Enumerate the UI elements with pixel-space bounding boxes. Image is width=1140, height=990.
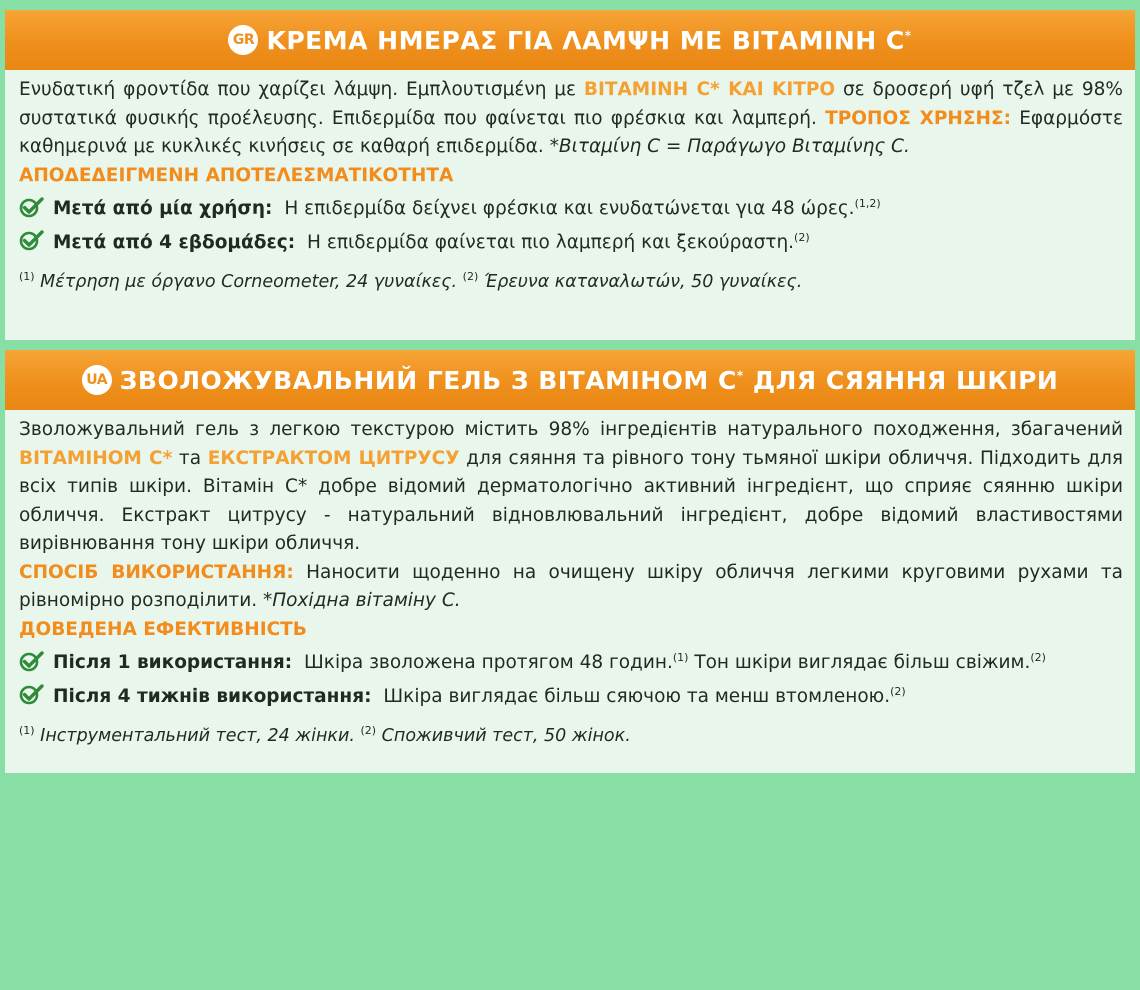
greek-claim: Μετά από 4 εβδομάδες: Η επιδερμίδα φαίνεται πιο λαμπερή και ξεκούραστη.$^{(2)}$ [19,224,1123,258]
check-circle-icon [19,196,45,218]
ukrainian-section [5,350,1135,773]
ukrainian-claim: Після 4 тижнів використання: Шкіра виглядає більш сяючою та менш втомленою.$^{(2)}$ [19,678,1123,712]
ukrainian-claim: Після 1 використання: Шкіра зволожена протягом 48 годин.$^{(1)}$ Тон шкіри виглядає більш свіжим.$^{(2)}$ [19,644,1123,678]
ukrainian-results-heading: ДОВЕДЕНА ЕФЕКТИВНІСТЬ [19,618,307,640]
greek-claim: Μετά από μία χρήση: Η επιδερμίδα δείχνει φρέσκια και ενυδατώνεται για 48 ώρες.$^{(1,2)}$ [19,190,1123,224]
check-circle-icon [19,650,45,672]
ua-language-badge: UA [82,365,112,395]
gr-language-badge: GR [228,25,258,55]
greek-usage-label: ΤΡΟΠΟΣ ΧΡΗΣΗΣ: [825,107,1012,129]
ukrainian-body [5,410,1135,751]
ukrainian-vitamin-highlight: ВІТАМІНОМ С* [19,447,173,469]
greek-header [5,10,1135,70]
ukrainian-footnotes: $^{(1)}$ Інструментальний тест, 24 жінки. $^{(2)}$ Споживчий тест, 50 жінок. [19,724,631,747]
ukrainian-header [5,350,1135,410]
greek-description: Ενυδατική φροντίδα που χαρίζει λάμψη. Εμπλουτισμένη με ΒΙΤΑΜΙΝΗ C* ΚΑΙ ΚΙΤΡΟ σε δροσερή υφή τζελ με 98% συστατικά φυσικής προέλευσης. Επιδερμίδα που φαίνεται πιο φρέσκια και λαμπερή. ΤΡΟΠΟΣ ΧΡΗΣΗΣ: Εφαρμόστε καθημερινά με κυκλικές κινήσεις σε καθαρή επιδερμίδα. *Βιταμίνη C = Παράγωγο Βιταμίνης C. [19,79,1124,157]
ukrainian-description: Зволожувальний гель з легкою текстурою містить 98% інгредієнтів натурального походження, збагачений ВІТАМІНОМ С* та ЕКСТРАКТОМ ЦИТРУСУ для сяяння та рівного тону тьмяної шкіри обличчя. Підходить для всіх типів шкіри. Вітамін С* добре відомий дерматологічно активний інгредієнт, що сприяє сяянню шкіри обличчя. Екстракт цитрусу - натуральний відновлювальний інгредієнт, добре відомий властивостями вирівнювання тону шкіри обличчя. [19,419,1124,554]
greek-ingredient-highlight: ΒΙΤΑΜΙΝΗ C* ΚΑΙ ΚΙΤΡΟ [583,79,836,100]
greek-body [5,70,1135,297]
greek-results-heading: ΑΠΟΔΕΔΕΙΓΜΕΝΗ ΑΠΟΤΕΛΕΣΜΑΤΙΚΟΤΗΤΑ [19,164,454,186]
ukrainian-usage-note: *Похідна вітаміну С. [263,590,461,611]
greek-usage-note: *Βιταμίνη C = Παράγωγο Βιταμίνης C. [549,136,910,157]
ukrainian-citrus-highlight: ЕКСТРАКТОМ ЦИТРУСУ [207,447,460,469]
check-circle-icon [19,229,45,251]
greek-section [5,10,1135,340]
ukrainian-usage: СПОСІБ ВИКОРИСТАННЯ: Наносити щоденно на очищену шкіру обличчя легкими круговими рухами та рівномірно розподілити. *Похідна вітаміну С. [19,561,1123,611]
ukrainian-usage-label: СПОСІБ ВИКОРИСТАННЯ: [19,561,294,583]
greek-footnotes: $^{(1)}$ Μέτρηση με όργανο Corneometer, 24 γυναίκες. $^{(2)}$ Έρευνα καταναλωτών, 50 γυναίκες. [19,270,803,293]
greek-title: ΚΡΕΜΑ ΗΜΕΡΑΣ ΓΙΑ ΛΑΜΨΗ ΜΕ ΒΙΤΑΜΙΝΗ C* [266,25,912,55]
check-circle-icon [19,683,45,705]
ukrainian-title: ЗВОЛОЖУВАЛЬНИЙ ГЕЛЬ З ВІТАМІНОМ С* ДЛЯ СЯЯННЯ ШКІРИ [119,365,1059,395]
